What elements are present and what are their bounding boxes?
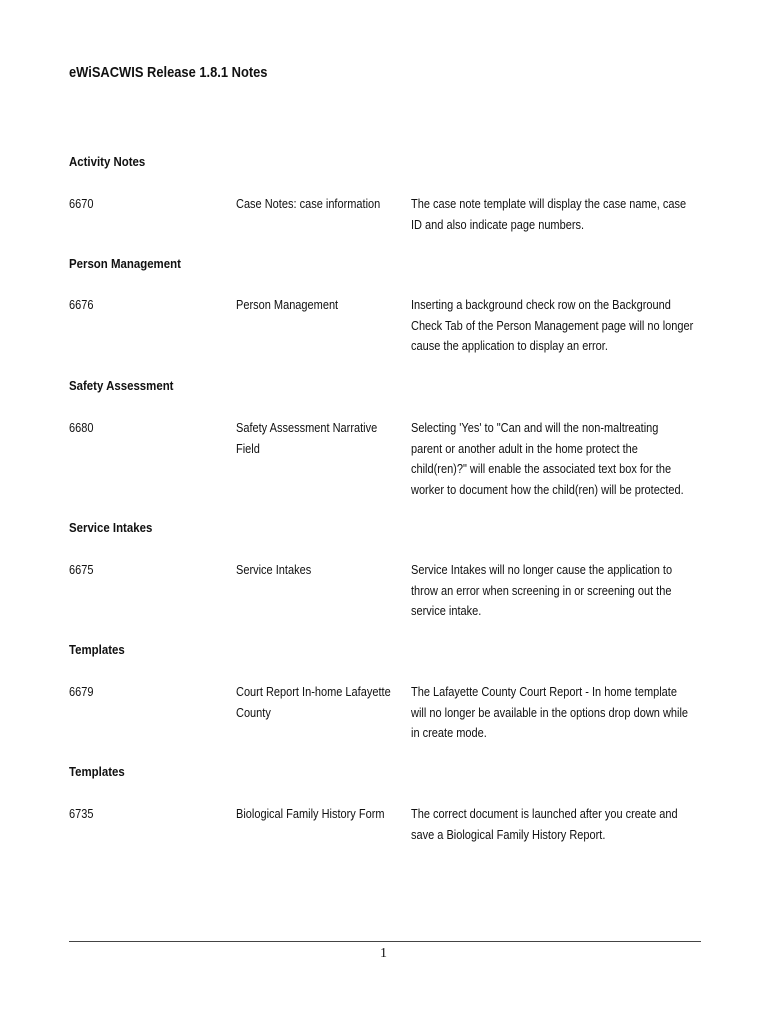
feature-line: Court Report In-home Lafayette — [236, 685, 391, 699]
description-line: service intake. — [411, 604, 482, 618]
feature-line: County — [236, 705, 271, 720]
page-number: 1 — [380, 946, 387, 961]
item-id: 6675 — [69, 563, 94, 577]
description-line: child(ren)?" will enable the associated text box for the — [411, 462, 672, 476]
footer-divider — [69, 941, 701, 942]
section-heading: Templates — [69, 642, 125, 657]
item-feature: Biological Family History Form — [236, 807, 385, 821]
description-line: Check Tab of the Person Management page will no longer — [411, 318, 694, 333]
description-line: throw an error when screening in or screening out the — [411, 583, 672, 598]
item-id: 6670 — [69, 197, 94, 211]
item-description — [411, 682, 697, 744]
description-line: in create mode. — [411, 726, 487, 740]
description-line: Selecting 'Yes' to "Can and will the non-maltreating — [411, 421, 659, 435]
item-id: 6679 — [69, 685, 94, 699]
section-heading: Activity Notes — [69, 154, 146, 169]
description-line: Inserting a background check row on the Background — [411, 298, 671, 312]
description-line: Service Intakes will no longer cause the application to — [411, 563, 673, 577]
section-heading: Templates — [69, 764, 125, 779]
item-description — [411, 560, 697, 622]
item-description — [411, 295, 697, 357]
section-heading: Service Intakes — [69, 520, 153, 535]
item-feature — [236, 682, 394, 723]
item-description — [411, 418, 697, 500]
item-id: 6676 — [69, 298, 94, 312]
item-feature: Service Intakes — [236, 563, 312, 577]
description-line: cause the application to display an error. — [411, 339, 608, 353]
feature-line: Safety Assessment Narrative — [236, 421, 378, 435]
item-description — [411, 194, 697, 235]
item-id: 6680 — [69, 421, 94, 435]
description-line: save a Biological Family History Report. — [411, 827, 606, 842]
description-line: ID and also indicate page numbers. — [411, 217, 585, 232]
description-line: worker to document how the child(ren) will be protected. — [411, 482, 684, 497]
feature-line: Field — [236, 441, 260, 456]
description-line: parent or another adult in the home protect the — [411, 441, 638, 456]
section-heading: Safety Assessment — [69, 378, 174, 393]
description-line: The correct document is launched after you create and — [411, 807, 678, 821]
item-description — [411, 804, 697, 845]
document-title: eWiSACWIS Release 1.8.1 Notes — [69, 64, 268, 81]
item-id: 6735 — [69, 807, 94, 821]
item-feature — [236, 418, 394, 459]
description-line: The case note template will display the case name, case — [411, 197, 687, 211]
section-heading: Person Management — [69, 256, 181, 271]
description-line: The Lafayette County Court Report - In home template — [411, 685, 677, 699]
description-line: will no longer be available in the options drop down while — [411, 705, 689, 720]
item-feature: Person Management — [236, 298, 339, 312]
item-feature: Case Notes: case information — [236, 197, 381, 211]
